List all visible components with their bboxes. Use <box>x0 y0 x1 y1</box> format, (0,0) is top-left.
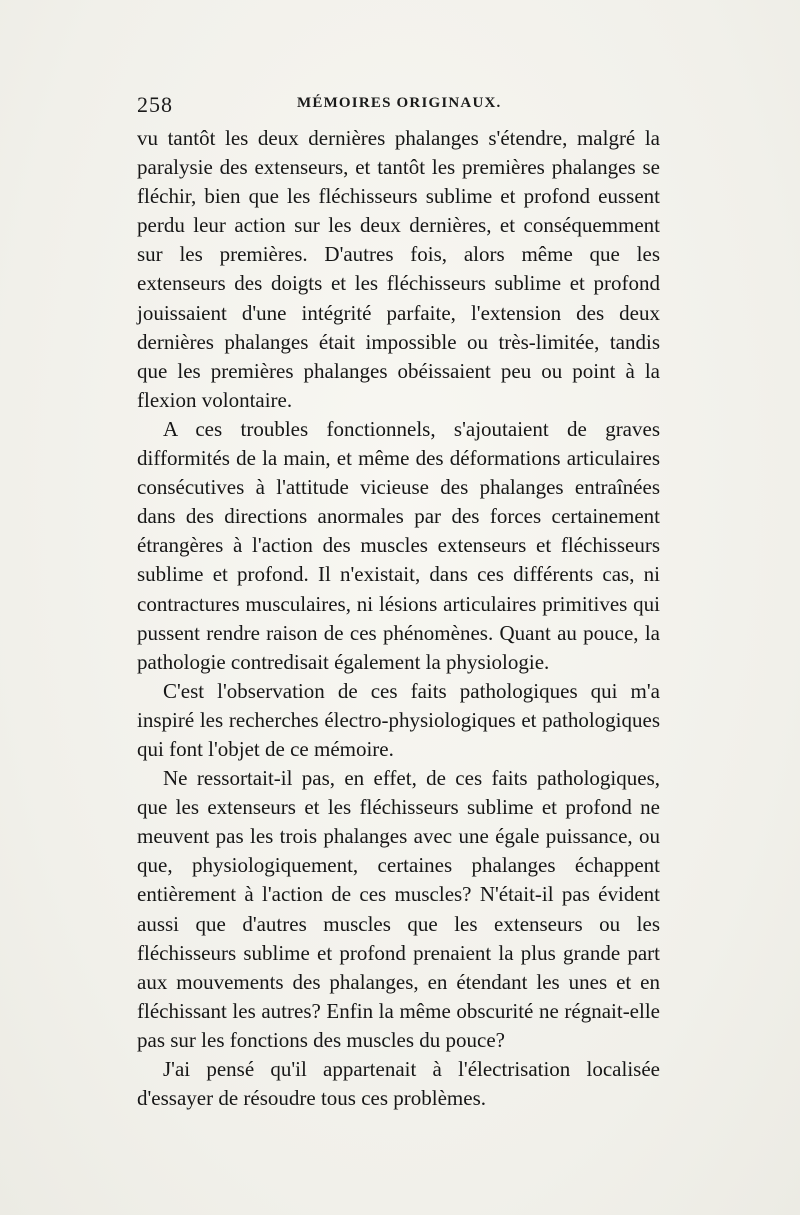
page-header <box>137 92 660 122</box>
page-number: 258 <box>137 92 173 117</box>
paragraph-3: C'est l'observation de ces faits pathologiques qui m'a inspiré les recherches électro-physiologiques et pathologiques qui font l'objet de ce mémoire. <box>137 678 660 761</box>
paragraph-5: J'ai pensé qu'il appartenait à l'électrisation localisée d'essayer de résoudre tous ces problèmes. <box>137 1057 660 1111</box>
body-text <box>137 124 660 1113</box>
paragraph-1: vu tantôt les deux dernières phalanges s'étendre, malgré la paralysie des extenseurs, et tantôt les premières phalanges se fléchir, bien que les fléchisseurs sublime et profond eussent perdu leur action sur les deux dernières, et conséquemment sur les premières. D'autres fois, alors même que les extenseurs des doigts et les fléchisseurs sublime et profond jouissaient d'une intégrité parfaite, l'extension des deux dernières phalanges était impossible ou très-limitée, tandis que les premières phalanges obéissaient peu ou point à la flexion volontaire. <box>137 126 660 412</box>
paragraph-2: A ces troubles fonctionnels, s'ajoutaient de graves difformités de la main, et même des déformations articulaires consécutives à l'attitude vicieuse des phalanges entraînées dans des directions anormales par des forces certainement étrangères à l'action des muscles extenseurs et fléchisseurs sublime et profond. Il n'existait, dans ces différents cas, ni contractures musculaires, ni lésions articulaires primitives qui pussent rendre raison de ces phénomènes. Quant au pouce, la pathologie contredisait également la physiologie. <box>137 416 660 674</box>
running-head: MÉMOIRES ORIGINAUX. <box>297 95 502 111</box>
paragraph-4: Ne ressortait-il pas, en effet, de ces faits pathologiques, que les extenseurs et les fléchisseurs sublime et profond ne meuvent pas les trois phalanges avec une égale puissance, ou que, physiologiquement, certaines phalanges échappent entièrement à l'action de ces muscles? N'était-il pas évident aussi que d'autres muscles que les extenseurs ou les fléchisseurs sublime et profond prenaient la plus grande part aux mouvements des phalanges, en étendant les unes et en fléchissant les autres? Enfin la même obscurité ne régnait-elle pas sur les fonctions des muscles du pouce? <box>137 766 660 1052</box>
